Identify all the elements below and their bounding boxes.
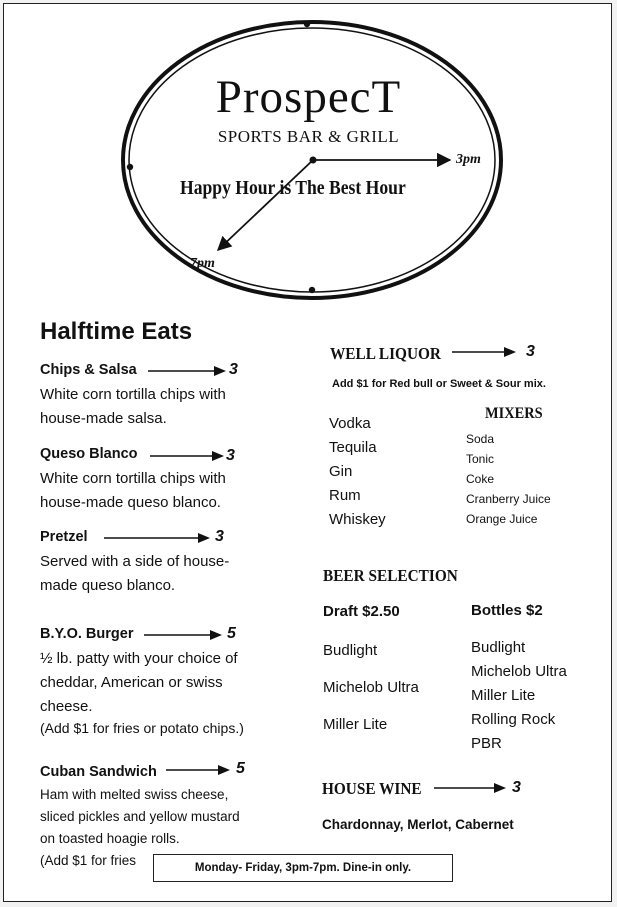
liquor-item: Rum [329, 487, 361, 504]
menu-item-desc-line: on toasted hoagie rolls. [40, 831, 180, 846]
bottle-item: Miller Lite [471, 687, 536, 704]
menu-item-name: Pretzel [40, 529, 88, 545]
menu-item-price: 3 [215, 528, 224, 545]
arrow-icon [144, 628, 224, 642]
mixers-list [466, 429, 551, 529]
draft-item: Miller Lite [323, 716, 388, 733]
mixers-title: MIXERS [485, 405, 543, 422]
mixer-item: Coke [466, 472, 495, 486]
bottle-item: Budlight [471, 639, 526, 656]
happy-hour-tagline: Happy Hour is The Best Hour [180, 177, 406, 199]
draft-title: Draft $2.50 [323, 603, 400, 620]
menu-item-price: 3 [226, 447, 235, 464]
brand-logo: ProspecT [215, 71, 402, 123]
clock-tick-top [304, 21, 310, 27]
bottles-list [471, 636, 567, 756]
arrow-icon [434, 781, 508, 795]
mixer-item: Tonic [466, 452, 495, 466]
arrow-icon [150, 449, 226, 463]
liquor-price: 3 [526, 343, 535, 360]
wine-price: 3 [512, 779, 521, 796]
menu-item-desc-line: White corn tortilla chips with [40, 386, 226, 403]
liquor-item: Gin [329, 463, 353, 480]
menu-item-note: (Add $1 for fries [40, 853, 137, 868]
mixer-item: Soda [466, 432, 495, 446]
menu-item-desc-line: sliced pickles and yellow mustard [40, 809, 240, 824]
menu-item-price: 5 [227, 625, 236, 642]
bottle-item: Michelob Ultra [471, 663, 567, 680]
liquor-list [329, 412, 386, 532]
menu-item-desc-line: made queso blanco. [40, 577, 176, 594]
bottles-title: Bottles $2 [471, 602, 543, 619]
menu-item-name: Queso Blanco [40, 446, 138, 462]
arrow-icon [104, 531, 212, 545]
liquor-item: Tequila [329, 439, 377, 456]
menu-item-desc-line: house-made salsa. [40, 410, 167, 427]
clock-label-7pm: 7pm [190, 256, 215, 271]
arrow-icon [452, 345, 518, 359]
clock-hand-7pm [218, 160, 313, 250]
menu-item-desc-line: cheese. [40, 698, 93, 715]
menu-item-note: (Add $1 for fries or potato chips.) [40, 720, 244, 736]
menu-item-desc-line: cheddar, American or swiss [40, 674, 223, 691]
draft-item: Budlight [323, 642, 378, 659]
liquor-section-title: WELL LIQUOR [330, 344, 441, 363]
wine-varieties: Chardonnay, Merlot, Cabernet [322, 817, 514, 832]
menu-item-name: Chips & Salsa [40, 362, 137, 378]
menu-item-price: 3 [229, 361, 238, 378]
clock-face [0, 0, 617, 320]
clock-tick-left [127, 164, 133, 170]
brand-subtitle: SPORTS BAR & GRILL [217, 127, 400, 146]
menu-item-desc-line: house-made queso blanco. [40, 494, 221, 511]
menu-item-name: Cuban Sandwich [40, 764, 157, 780]
menu-item-name: B.Y.O. Burger [40, 626, 134, 642]
menu-item-desc-line: ½ lb. patty with your choice of [40, 650, 238, 667]
happy-hour-notice: Monday- Friday, 3pm-7pm. Dine-in only. [153, 854, 453, 882]
menu-item-desc-line: White corn tortilla chips with [40, 470, 226, 487]
draft-item: Michelob Ultra [323, 679, 419, 696]
arrow-icon [166, 763, 232, 777]
bottle-item: Rolling Rock [471, 711, 556, 728]
wine-section-title: HOUSE WINE [322, 779, 422, 798]
menu-item-desc-line: Served with a side of house- [40, 553, 230, 570]
liquor-item: Whiskey [329, 511, 386, 528]
beer-section-title: BEER SELECTION [323, 566, 458, 585]
menu-item-desc-line: Ham with melted swiss cheese, [40, 787, 229, 802]
food-section-title: Halftime Eats [40, 318, 193, 345]
arrow-icon [148, 364, 228, 378]
liquor-note: Add $1 for Red bull or Sweet & Sour mix. [332, 378, 546, 390]
clock-tick-bottom [309, 287, 315, 293]
liquor-item: Vodka [329, 415, 371, 432]
bottle-item: PBR [471, 735, 502, 752]
menu-item-price: 5 [236, 760, 245, 777]
mixer-item: Cranberry Juice [466, 492, 551, 506]
mixer-item: Orange Juice [466, 512, 538, 526]
clock-label-3pm: 3pm [456, 152, 481, 167]
